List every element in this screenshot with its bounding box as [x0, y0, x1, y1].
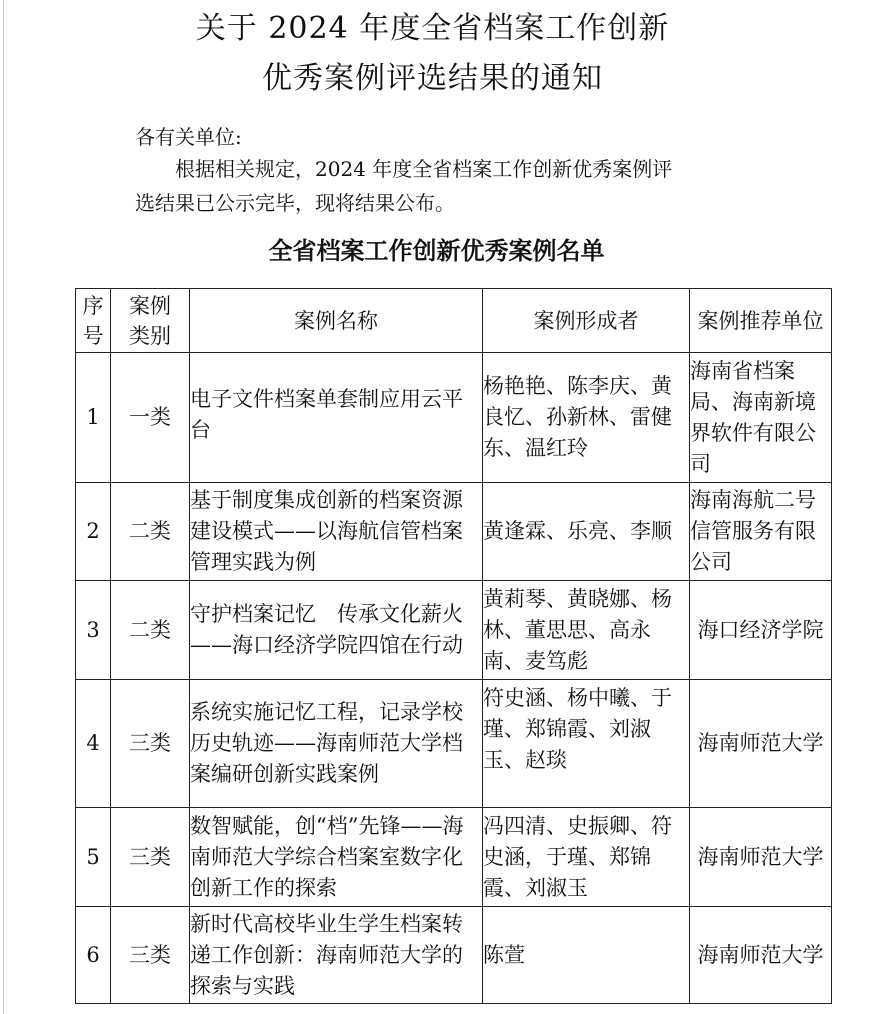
header-name: 案例名称 [190, 289, 483, 353]
row-number: 5 [76, 808, 111, 907]
table-row [76, 353, 832, 483]
header-no-line-2: 号 [82, 323, 104, 348]
row-category: 二类 [111, 581, 190, 680]
row-recommending-unit: 海口经济学院 [690, 581, 832, 680]
list-title: 全省档案工作创新优秀案例名单 [268, 237, 605, 265]
row-case-maker: 黄逢霖、乐亮、李顺 [483, 483, 690, 581]
row-recommending-unit: 海南海航二号信管服务有限公司 [690, 483, 832, 581]
header-no-line-1: 序 [82, 293, 104, 318]
row-case-name: 基于制度集成创新的档案资源建设模式——以海航信管档案管理实践为例 [190, 483, 483, 581]
document-title-line-1: 关于 2024 年度全省档案工作创新 [195, 11, 670, 46]
table-header-row [76, 289, 832, 353]
row-case-name: 数智赋能，创“档”先锋——海南师范大学综合档案室数字化创新工作的探索 [190, 808, 483, 907]
salutation: 各有关单位: [135, 125, 242, 149]
row-case-maker: 符史涵、杨中曦、于瑾、郑锦霞、刘淑玉、赵琰 [483, 680, 690, 808]
header-maker: 案例形成者 [483, 289, 690, 353]
row-number: 2 [76, 483, 111, 581]
row-recommending-unit: 海南师范大学 [690, 907, 832, 1004]
row-number: 6 [76, 907, 111, 1004]
row-category: 一类 [111, 353, 190, 483]
table-row [76, 808, 832, 907]
table-row [76, 483, 832, 581]
row-category: 三类 [111, 680, 190, 808]
paragraph-line-2: 选结果已公示完毕，现将结果公布。 [135, 191, 455, 215]
row-case-maker: 陈萱 [483, 907, 690, 1004]
paragraph-line-1: 根据相关规定，2024 年度全省档案工作创新优秀案例评 [175, 157, 673, 181]
page-edge-rule [3, 0, 4, 1014]
row-number: 3 [76, 581, 111, 680]
row-number: 1 [76, 353, 111, 483]
header-category-line-2: 类别 [129, 323, 171, 348]
row-case-maker: 杨艳艳、陈李庆、黄良忆、孙新林、雷健东、温红玲 [483, 353, 690, 483]
row-case-name: 系统实施记忆工程，记录学校历史轨迹——海南师范大学档案编研创新实践案例 [190, 680, 483, 808]
row-category: 三类 [111, 907, 190, 1004]
header-unit: 案例推荐单位 [690, 289, 832, 353]
document-title-line-2: 优秀案例评选结果的通知 [262, 61, 603, 96]
table-row [76, 907, 832, 1004]
header-no [76, 289, 111, 353]
row-recommending-unit: 海南师范大学 [690, 808, 832, 907]
case-table [75, 288, 832, 1004]
row-case-maker: 黄莉琴、黄晓娜、杨林、董思思、高永南、麦笃彪 [483, 581, 690, 680]
row-category: 三类 [111, 808, 190, 907]
row-recommending-unit: 海南省档案局、海南新境界软件有限公司 [690, 353, 832, 483]
row-recommending-unit: 海南师范大学 [690, 680, 832, 808]
header-category [111, 289, 190, 353]
table-row [76, 680, 832, 808]
row-number: 4 [76, 680, 111, 808]
row-case-name: 守护档案记忆 传承文化薪火——海口经济学院四馆在行动 [190, 581, 483, 680]
header-category-line-1: 案例 [129, 293, 171, 318]
table-row [76, 581, 832, 680]
row-case-name: 电子文件档案单套制应用云平台 [190, 353, 483, 483]
row-category: 二类 [111, 483, 190, 581]
row-case-name: 新时代高校毕业生学生档案转递工作创新：海南师范大学的探索与实践 [190, 907, 483, 1004]
row-case-maker: 冯四清、史振卿、符史涵，于瑾、郑锦霞、刘淑玉 [483, 808, 690, 907]
